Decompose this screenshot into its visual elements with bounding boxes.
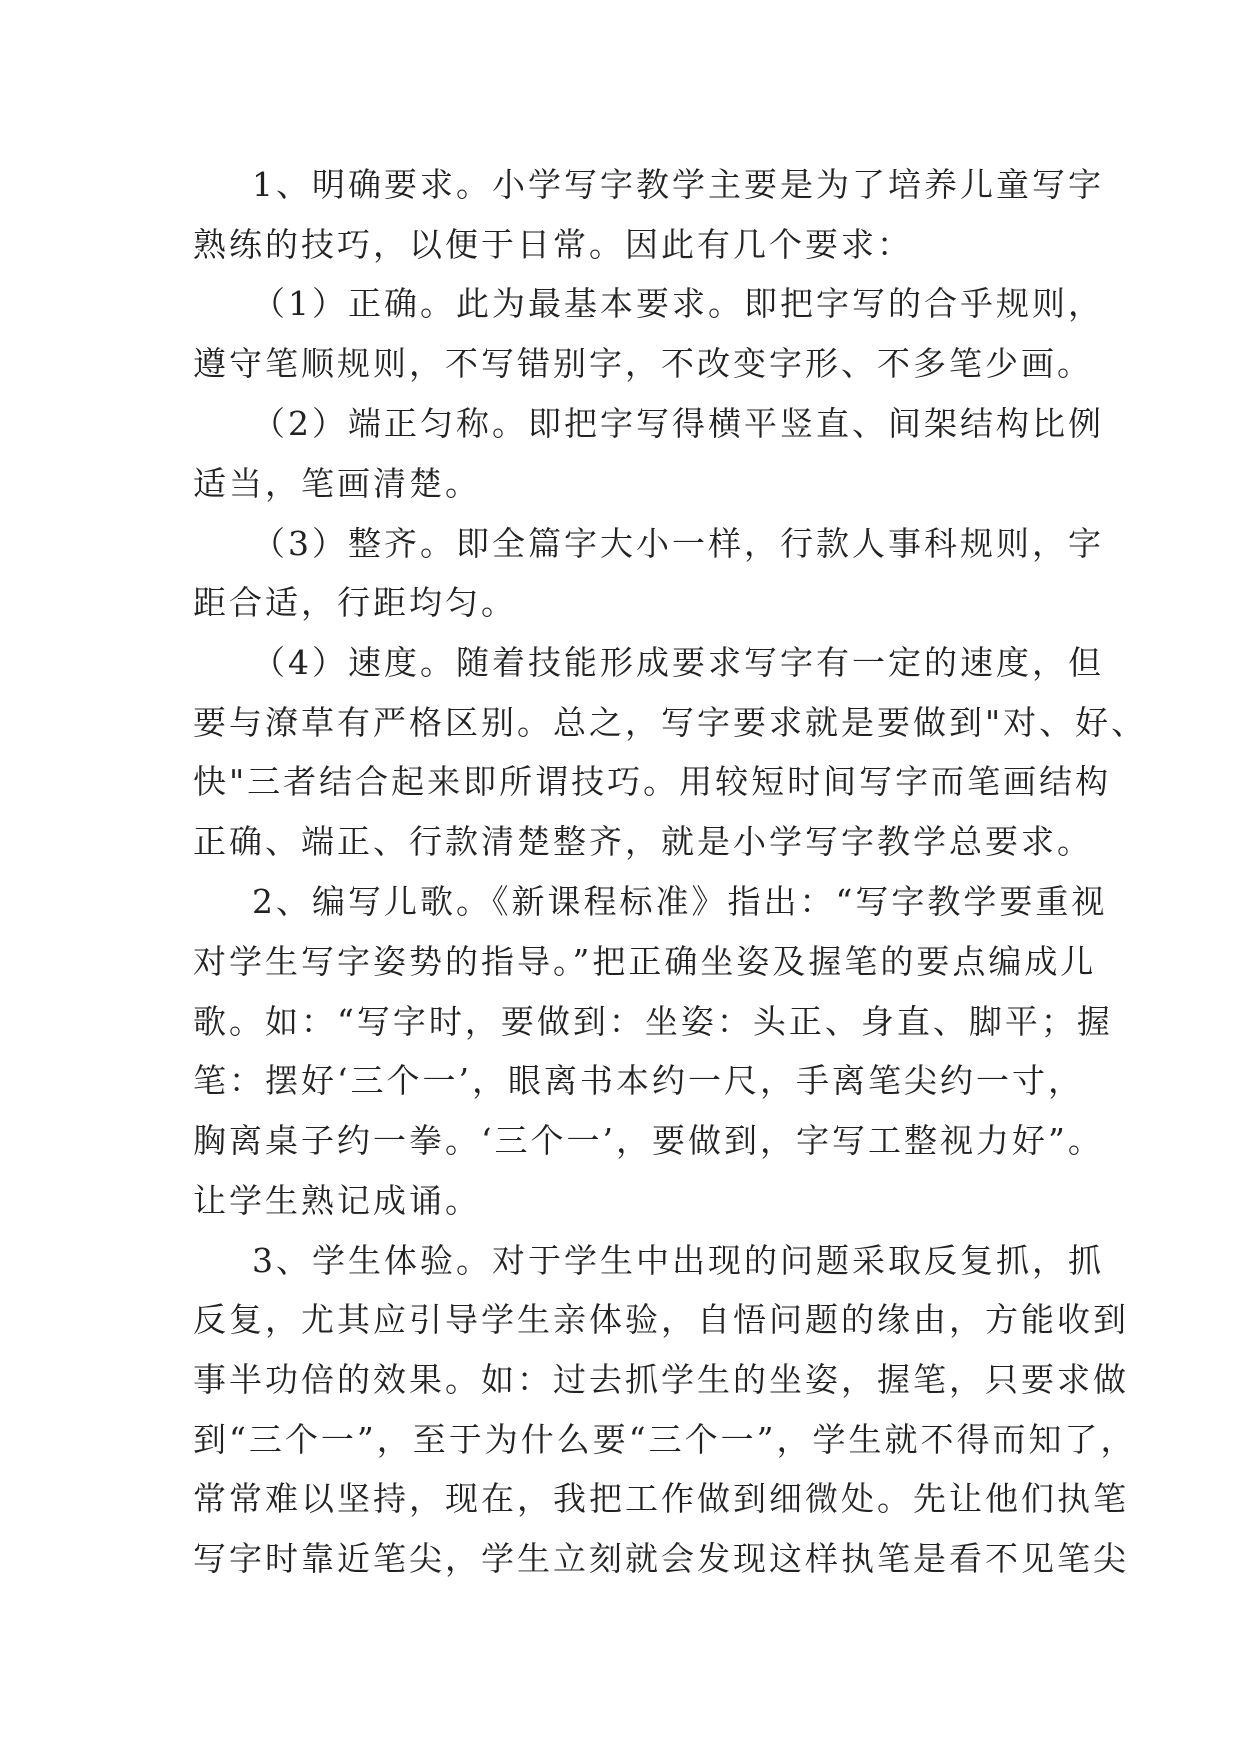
text-line: 正确、端正、行款清楚整齐，就是小学写字教学总要求。 [193, 822, 1093, 861]
text-line: 反复，尤其应引导学生亲体验，自悟问题的缘由，方能收到 [193, 1300, 1129, 1339]
text-line: 距合适，行距均匀。 [193, 583, 517, 622]
text-line: 笔：摆好‘三个一’，眼离书本约一尺，手离笔尖约一寸， [193, 1061, 1084, 1100]
text-line: 写字时靠近笔尖，学生立刻就会发现这样执笔是看不见笔尖 [193, 1539, 1129, 1578]
text-line: 事半功倍的效果。如：过去抓学生的坐姿，握笔，只要求做 [193, 1360, 1129, 1399]
text-line: （3）整齐。即全篇字大小一样，行款人事科规则，字 [252, 524, 1104, 563]
text-line: 歌。如：“写字时，要做到：坐姿：头正、身直、脚平；握 [193, 1002, 1113, 1041]
text-line: （2）端正匀称。即把字写得横平竖直、间架结构比例 [252, 404, 1104, 443]
text-line: 遵守笔顺规则，不写错别字，不改变字形、不多笔少画。 [193, 344, 1093, 383]
text-line: 要与潦草有严格区别。总之，写字要求就是要做到"对、好、 [193, 703, 1148, 742]
text-line: （4）速度。随着技能形成要求写字有一定的速度，但 [252, 643, 1104, 682]
text-line: （1）正确。此为最基本要求。即把字写的合乎规则， [252, 284, 1104, 323]
text-line: 让学生熟记成诵。 [193, 1181, 481, 1220]
text-line: 胸离桌子约一拳。‘三个一’，要做到，字写工整视力好”。 [193, 1121, 1104, 1160]
text-line: 对学生写字姿势的指导。”把正确坐姿及握笔的要点编成儿 [193, 942, 1097, 981]
text-line: 2、编写儿歌。《新课程标准》指出：“写字教学要重视 [252, 882, 1108, 921]
text-line: 3、学生体验。对于学生中出现的问题采取反复抓，抓 [252, 1241, 1104, 1280]
text-line: 1、明确要求。小学写字教学主要是为了培养儿童写字 [252, 165, 1104, 204]
text-line: 到“三个一”，至于为什么要“三个一”，学生就不得而知了， [193, 1420, 1137, 1459]
text-line: 适当，笔画清楚。 [193, 464, 481, 503]
text-line: 常常难以坚持，现在，我把工作做到细微处。先让他们执笔 [193, 1479, 1129, 1518]
text-line: 快"三者结合起来即所谓技巧。用较短时间写字而笔画结构 [193, 762, 1112, 801]
text-line: 熟练的技巧，以便于日常。因此有几个要求： [193, 225, 913, 264]
